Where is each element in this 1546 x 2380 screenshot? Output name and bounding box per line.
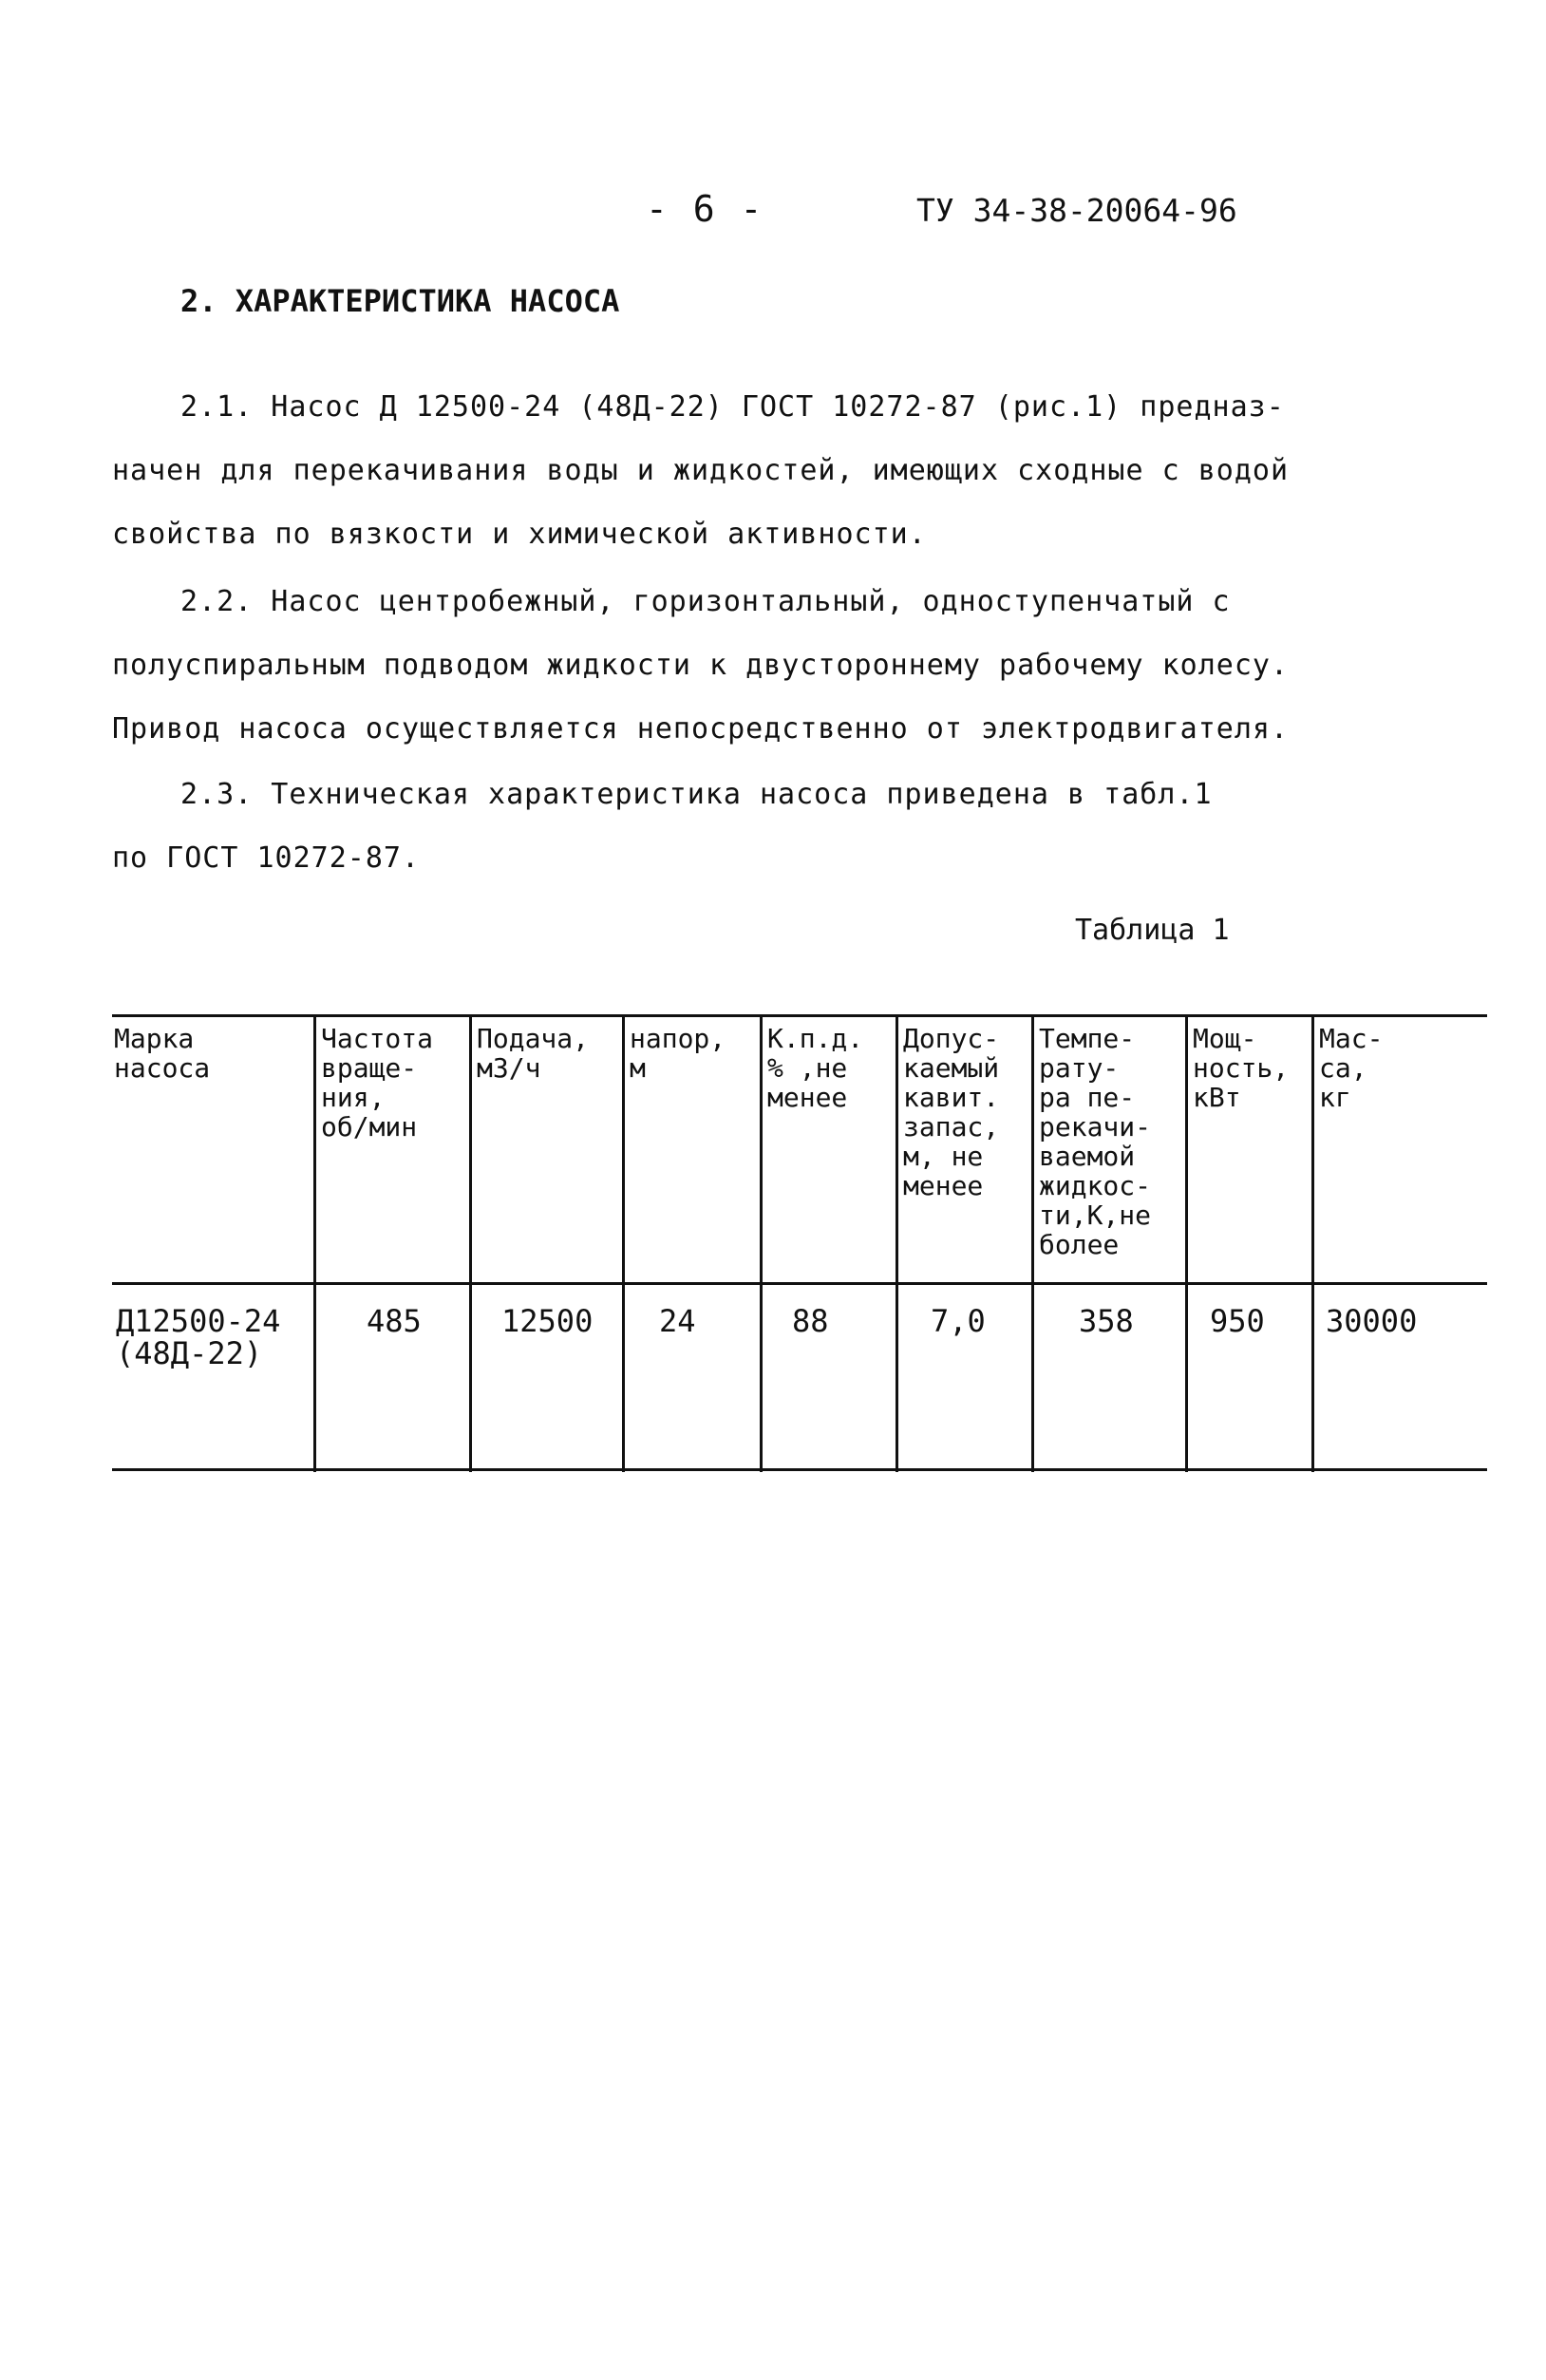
table-top-rule	[112, 1014, 1487, 1017]
paragraph-line: 2.2. Насос центробежный, горизонтальный, одноступенчатый с	[180, 585, 1231, 618]
paragraph-line: 2.1. Насос Д 12500-24 (48Д-22) ГОСТ 10272-87 (рис.1) предназ-	[180, 390, 1285, 424]
table-column-divider	[622, 1016, 625, 1472]
paragraph-line: Привод насоса осуществляется непосредственно от электродвигателя.	[112, 712, 1289, 746]
cell-liquid-temperature: 358	[1079, 1303, 1134, 1339]
paragraph-2-1	[112, 375, 1289, 566]
table-column-divider	[313, 1016, 316, 1472]
cell-npsh: 7,0	[931, 1303, 986, 1339]
header-cell-brand: Марка насоса	[114, 1023, 211, 1084]
paragraph-line: 2.3. Техническая характеристика насоса приведена в табл.1	[180, 778, 1213, 811]
cell-efficiency: 88	[792, 1303, 829, 1339]
header-cell-power: Мощ- ность, кВт	[1193, 1023, 1290, 1113]
table-column-divider	[469, 1016, 472, 1472]
page-number: - 6 -	[646, 188, 764, 230]
paragraph-line: по ГОСТ 10272-87.	[112, 841, 421, 875]
header-cell-mass: Мас- са, кг	[1319, 1023, 1384, 1113]
table-header-rule	[112, 1282, 1487, 1285]
header-cell-head: напор, м	[630, 1023, 726, 1084]
table-column-divider	[1185, 1016, 1188, 1472]
table-column-divider	[760, 1016, 763, 1472]
cell-rotation-speed: 485	[367, 1303, 422, 1339]
header-cell-efficiency: К.п.д. % ,не менее	[767, 1023, 864, 1113]
cell-power: 950	[1210, 1303, 1265, 1339]
paragraph-line: полуспиральным подводом жидкости к двустороннему рабочему колесу.	[112, 649, 1289, 682]
header-cell-rotation-speed: Частота враще- ния, об/мин	[321, 1023, 434, 1143]
paragraph-line: начен для перекачивания воды и жидкостей, имеющих сходные с водой	[112, 454, 1289, 487]
table-column-divider	[896, 1016, 898, 1472]
table-caption: Таблица 1	[1075, 914, 1230, 947]
paragraph-line: свойства по вязкости и химической активности.	[112, 518, 927, 551]
paragraph-2-2	[112, 570, 1289, 761]
table-column-divider	[1031, 1016, 1034, 1472]
header-cell-liquid-temperature: Темпе- рату- ра пе- рекачи- ваемой жидкос- ти,К,не более	[1039, 1023, 1152, 1260]
table-column-divider	[1311, 1016, 1314, 1472]
pump-spec-table	[112, 1011, 1487, 1472]
cell-head: 24	[659, 1303, 696, 1339]
header-cell-flow-rate: Подача, м3/ч	[477, 1023, 590, 1084]
table-bottom-rule	[112, 1468, 1487, 1471]
header-cell-npsh: Допус- каемый кавит. запас, м, не менее	[903, 1023, 1000, 1201]
cell-flow-rate: 12500	[501, 1303, 594, 1339]
section-title: 2. ХАРАКТЕРИСТИКА НАСОСА	[180, 283, 620, 319]
paragraph-2-3	[112, 763, 1213, 890]
document-code: ТУ 34-38-20064-96	[916, 192, 1237, 229]
cell-brand: Д12500-24 (48Д-22)	[116, 1303, 281, 1371]
cell-mass: 30000	[1326, 1303, 1418, 1339]
